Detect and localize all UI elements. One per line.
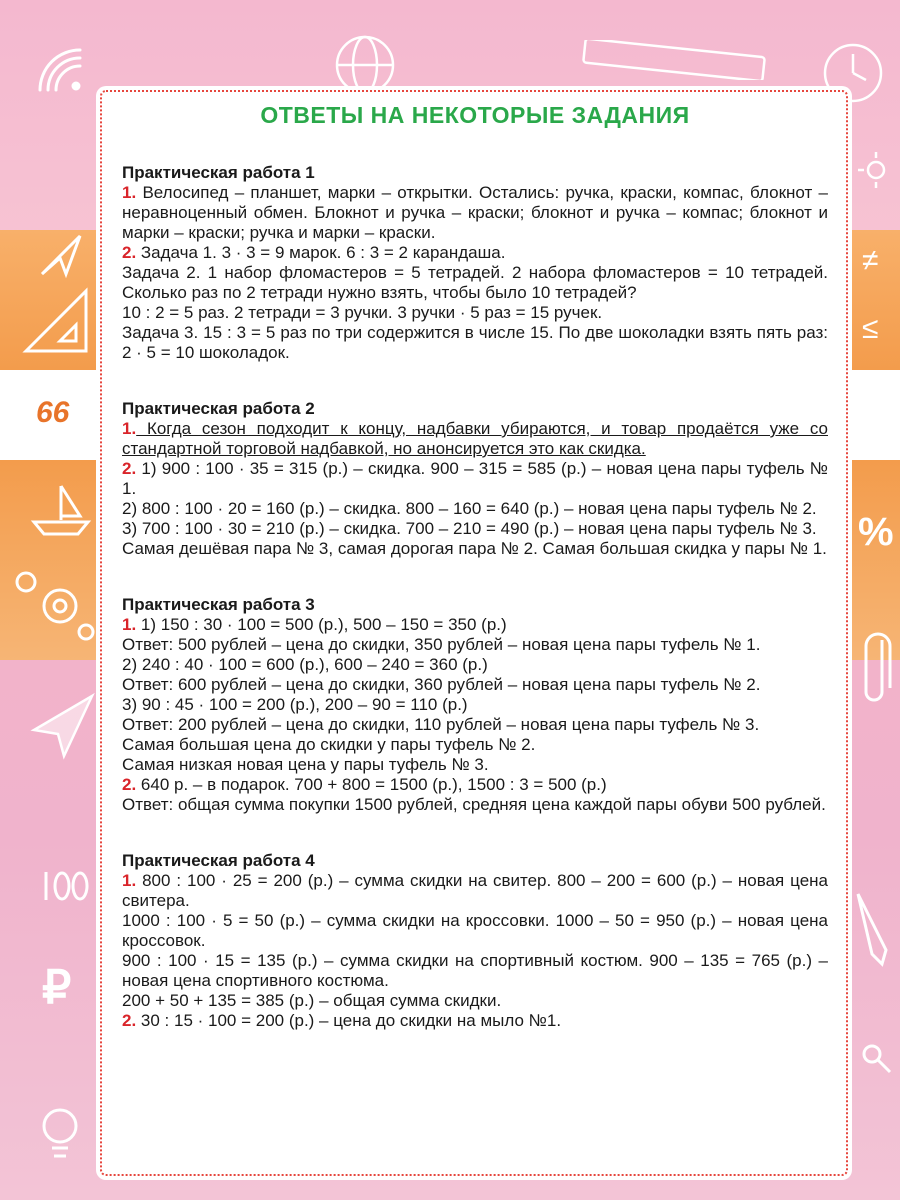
answer-text: 640 р. – в подарок. 700 + 800 = 1500 (р.), 1500 : 3 = 500 (р.): [136, 775, 607, 794]
paper-plane-icon: [30, 690, 96, 760]
answer-paragraph: [122, 695, 828, 715]
answer-paragraph: [122, 735, 828, 755]
answer-paragraph: [122, 323, 828, 363]
answer-paragraph: [122, 715, 828, 735]
section-title: Практическая работа 4: [122, 851, 315, 870]
answer-paragraph: [122, 655, 828, 675]
answer-text: Ответ: 200 рублей – цена до скидки, 110 рублей – новая цена пары туфель № 3.: [122, 715, 760, 734]
answer-number: 1.: [122, 871, 137, 890]
answer-number: 2.: [122, 1011, 137, 1030]
answer-paragraph: [122, 519, 828, 539]
section-title: Практическая работа 3: [122, 595, 315, 614]
answer-paragraph: [122, 183, 828, 243]
answer-text: Самая низкая новая цена у пары туфель № 3.: [122, 755, 489, 774]
answer-text: Задача 3. 15 : 3 = 5 раз по три содержится в числе 15. По две шоколадки взять пять раз: 2 · 5 = 10 шоколадок.: [122, 323, 828, 362]
paper-plane-icon: [36, 230, 86, 280]
answer-text: 1) 900 : 100 · 35 = 315 (р.) – скидка. 900 – 315 = 585 (р.) – новая цена пары туфель № 1.: [122, 459, 828, 498]
answer-text: Велосипед – планшет, марки – открытки. Остались: ручка, краски, компас, блокнот – неравноценный обмен. Блокнот и ручка – краски; блокнот и ручка – компас; блокнот и марки – краски; ручка и марки – краски.: [122, 183, 828, 242]
answer-text: Задача 2. 1 набор фломастеров = 5 тетрадей. 2 набора фломастеров = 10 тетрадей. Сколько раз по 2 тетради нужно взять, чтобы было 10 тетрадей?: [122, 263, 828, 302]
answer-paragraph: [122, 499, 828, 519]
answer-number: 2.: [122, 459, 137, 478]
page-heading: ОТВЕТЫ НА НЕКОТОРЫЕ ЗАДАНИЯ: [260, 102, 690, 128]
boat-icon: [28, 480, 94, 540]
answer-number: 2.: [122, 243, 137, 262]
practical-work-section: [122, 399, 828, 559]
answer-text: Ответ: общая сумма покупки 1500 рублей, средняя цена каждой пары обуви 500 рублей.: [122, 795, 826, 814]
answer-text: 1000 : 100 · 5 = 50 (р.) – сумма скидки на кроссовки. 1000 – 50 = 950 (р.) – новая цена кроссовок.: [122, 911, 828, 950]
answer-text: 3) 90 : 45 · 100 = 200 (р.), 200 – 90 = 110 (р.): [122, 695, 468, 714]
answer-text: Самая большая цена до скидки у пары туфель № 2.: [122, 735, 536, 754]
answer-text: 10 : 2 = 5 раз. 2 тетради = 3 ручки. 3 ручки · 5 раз = 15 ручек.: [122, 303, 603, 322]
section-title: Практическая работа 1: [122, 163, 315, 182]
gears-icon: [6, 566, 96, 646]
content-body: [122, 102, 828, 1067]
answer-paragraph: [122, 303, 828, 323]
answer-text: 900 : 100 · 15 = 135 (р.) – сумма скидки на спортивный костюм. 900 – 135 = 765 (р.) – новая цена спортивного костюма.: [122, 951, 828, 990]
less-equal-icon: ≤: [862, 312, 879, 345]
percent-icon: %: [858, 510, 894, 554]
page-number: 66: [36, 396, 70, 429]
answer-text: 800 : 100 · 25 = 200 (р.) – сумма скидки на свитер. 800 – 200 = 600 (р.) – новая цена свитера.: [122, 871, 828, 910]
answer-paragraph: [122, 243, 828, 263]
answer-paragraph: [122, 991, 828, 1011]
answer-paragraph: [122, 419, 828, 459]
answer-paragraph: [122, 795, 828, 815]
answer-text: Ответ: 600 рублей – цена до скидки, 360 рублей – новая цена пары туфель № 2.: [122, 675, 761, 694]
sections-container: [122, 163, 828, 1031]
answer-paragraph: [122, 263, 828, 303]
lightbulb-icon: [30, 1100, 90, 1166]
answer-text: Когда сезон подходит к концу, надбавки убираются, и товар продаётся уже со стандартной торговой надбавкой, но анонсируется это как скидка.: [122, 419, 828, 458]
answer-number: 1.: [122, 183, 137, 202]
answer-paragraph: [122, 615, 828, 635]
answer-number: 2.: [122, 775, 137, 794]
answer-text: 2) 240 : 40 · 100 = 600 (р.), 600 – 240 = 360 (р.): [122, 655, 488, 674]
answer-paragraph: [122, 911, 828, 951]
answer-number: 1.: [122, 419, 137, 438]
answer-paragraph: [122, 675, 828, 695]
answer-text: 3) 700 : 100 · 30 = 210 (р.) – скидка. 700 – 210 = 490 (р.) – новая цена пары туфель № 3.: [122, 519, 817, 538]
answer-text: 30 : 15 · 100 = 200 (р.) – цена до скидки на мыло №1.: [136, 1011, 562, 1030]
section-title: Практическая работа 2: [122, 399, 315, 418]
answer-text: Ответ: 500 рублей – цена до скидки, 350 рублей – новая цена пары туфель № 1.: [122, 635, 761, 654]
answer-paragraph: [122, 539, 828, 559]
answer-paragraph: [122, 871, 828, 911]
answer-paragraph: [122, 755, 828, 775]
pencil-icon: [852, 890, 892, 970]
answer-number: 1.: [122, 615, 137, 634]
answer-text: 1) 150 : 30 · 100 = 500 (р.), 500 – 150 = 350 (р.): [136, 615, 507, 634]
answer-paragraph: [122, 775, 828, 795]
answer-text: 200 + 50 + 135 = 385 (р.) – общая сумма скидки.: [122, 991, 502, 1010]
not-equal-icon: ≠: [862, 244, 879, 277]
answer-text: Самая дешёвая пара № 3, самая дорогая пара № 2. Самая большая скидка у пары № 1.: [122, 539, 827, 558]
ruble-icon: ₽: [42, 961, 72, 1013]
page-number-strip-right: [852, 370, 900, 460]
content-panel: [96, 86, 852, 1180]
answer-text: 2) 800 : 100 · 20 = 160 (р.) – скидка. 800 – 160 = 640 (р.) – новая цена пары туфель № 2.: [122, 499, 817, 518]
paperclip-icon: [858, 630, 894, 710]
practical-work-section: [122, 163, 828, 363]
practical-work-section: [122, 595, 828, 815]
practical-work-section: [122, 851, 828, 1031]
hundred-icon: [40, 866, 92, 906]
triangle-ruler-icon: [20, 285, 92, 357]
answer-paragraph: [122, 951, 828, 991]
wifi-icon: [30, 40, 90, 100]
answer-paragraph: [122, 1011, 828, 1031]
ruler-icon: [580, 40, 770, 80]
answer-text: Задача 1. 3 · 3 = 9 марок. 6 : 3 = 2 карандаша.: [136, 243, 506, 262]
answer-paragraph: [122, 459, 828, 499]
pin-icon: [858, 1040, 894, 1076]
answer-paragraph: [122, 635, 828, 655]
sun-icon: [856, 150, 896, 190]
